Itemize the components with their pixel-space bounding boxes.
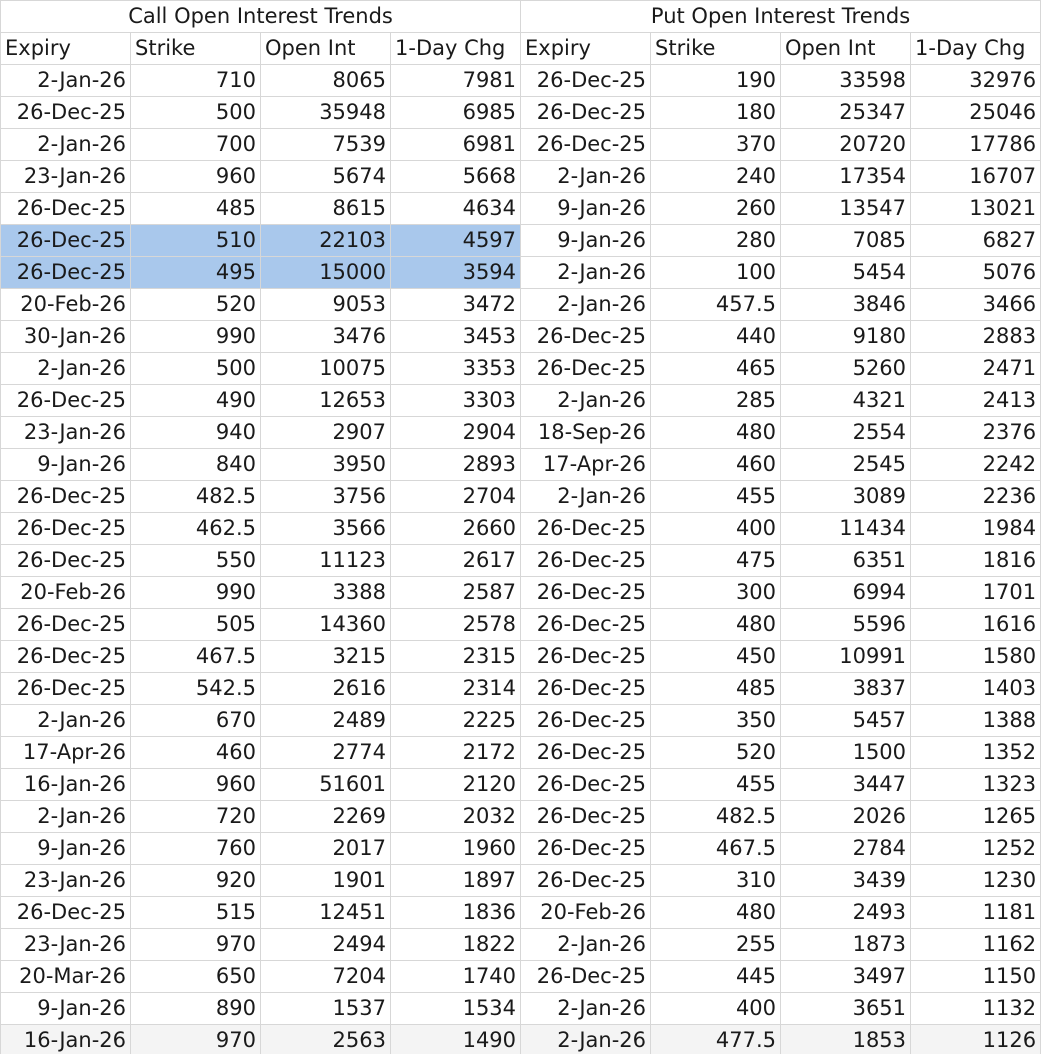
put-cell-expiry[interactable]: 2-Jan-26	[521, 257, 651, 289]
put-cell-1-day-chg[interactable]: 1230	[911, 865, 1041, 897]
table-row	[1, 737, 1041, 769]
put-cell-expiry[interactable]: 26-Dec-25	[521, 737, 651, 769]
call-cell-expiry[interactable]: 9-Jan-26	[1, 449, 131, 481]
put-cell-strike[interactable]: 190	[651, 65, 781, 97]
put-cell-expiry[interactable]: 26-Dec-25	[521, 353, 651, 385]
table-row	[1, 257, 1041, 289]
call-cell-1-day-chg[interactable]: 2617	[391, 545, 521, 577]
put-cell-strike[interactable]: 100	[651, 257, 781, 289]
put-cell-open-int[interactable]: 5454	[781, 257, 911, 289]
put-header-strike[interactable]: Strike	[651, 33, 781, 65]
call-cell-strike[interactable]: 960	[131, 769, 261, 801]
call-cell-1-day-chg[interactable]: 2172	[391, 737, 521, 769]
call-cell-1-day-chg[interactable]: 6985	[391, 97, 521, 129]
put-cell-open-int[interactable]: 2554	[781, 417, 911, 449]
put-cell-strike[interactable]: 310	[651, 865, 781, 897]
table-row	[1, 481, 1041, 513]
call-cell-expiry[interactable]: 26-Dec-25	[1, 545, 131, 577]
put-cell-1-day-chg[interactable]: 1252	[911, 833, 1041, 865]
call-cell-open-int[interactable]: 51601	[261, 769, 391, 801]
put-cell-expiry[interactable]: 26-Dec-25	[521, 577, 651, 609]
table-row	[1, 513, 1041, 545]
call-cell-1-day-chg[interactable]: 7981	[391, 65, 521, 97]
call-cell-expiry[interactable]: 26-Dec-25	[1, 513, 131, 545]
table-row	[1, 129, 1041, 161]
put-cell-1-day-chg[interactable]: 1265	[911, 801, 1041, 833]
call-cell-strike[interactable]: 500	[131, 97, 261, 129]
call-header-open-int[interactable]: Open Int	[261, 33, 391, 65]
call-cell-expiry[interactable]: 26-Dec-25	[1, 481, 131, 513]
put-cell-open-int[interactable]: 5260	[781, 353, 911, 385]
put-cell-expiry[interactable]: 9-Jan-26	[521, 193, 651, 225]
put-cell-strike[interactable]: 280	[651, 225, 781, 257]
header-row	[1, 33, 1041, 65]
put-cell-expiry[interactable]: 26-Dec-25	[521, 321, 651, 353]
call-header-1-day-chg[interactable]: 1-Day Chg	[391, 33, 521, 65]
call-cell-1-day-chg[interactable]: 2660	[391, 513, 521, 545]
call-cell-open-int[interactable]: 3566	[261, 513, 391, 545]
call-table-title[interactable]: Call Open Interest Trends	[1, 1, 521, 33]
put-cell-open-int[interactable]: 3447	[781, 769, 911, 801]
call-cell-open-int[interactable]: 8065	[261, 65, 391, 97]
put-cell-expiry[interactable]: 2-Jan-26	[521, 993, 651, 1025]
call-cell-strike[interactable]: 542.5	[131, 673, 261, 705]
call-cell-strike[interactable]: 467.5	[131, 641, 261, 673]
call-cell-expiry[interactable]: 23-Jan-26	[1, 865, 131, 897]
call-cell-strike[interactable]: 500	[131, 353, 261, 385]
call-cell-open-int[interactable]: 5674	[261, 161, 391, 193]
put-cell-strike[interactable]: 450	[651, 641, 781, 673]
call-cell-expiry[interactable]: 26-Dec-25	[1, 641, 131, 673]
put-cell-1-day-chg[interactable]: 1984	[911, 513, 1041, 545]
call-cell-strike[interactable]: 550	[131, 545, 261, 577]
call-cell-expiry[interactable]: 16-Jan-26	[1, 1025, 131, 1054]
table-row	[1, 289, 1041, 321]
put-cell-1-day-chg[interactable]: 32976	[911, 65, 1041, 97]
table-row	[1, 193, 1041, 225]
call-cell-strike[interactable]: 510	[131, 225, 261, 257]
put-cell-open-int[interactable]: 3837	[781, 673, 911, 705]
call-cell-1-day-chg[interactable]: 1836	[391, 897, 521, 929]
call-cell-expiry[interactable]: 16-Jan-26	[1, 769, 131, 801]
table-row	[1, 961, 1041, 993]
call-cell-strike[interactable]: 505	[131, 609, 261, 641]
put-cell-open-int[interactable]: 3497	[781, 961, 911, 993]
put-cell-expiry[interactable]: 17-Apr-26	[521, 449, 651, 481]
put-cell-open-int[interactable]: 4321	[781, 385, 911, 417]
call-cell-open-int[interactable]: 12653	[261, 385, 391, 417]
table-row	[1, 321, 1041, 353]
call-cell-expiry[interactable]: 26-Dec-25	[1, 257, 131, 289]
put-cell-expiry[interactable]: 9-Jan-26	[521, 225, 651, 257]
put-cell-strike[interactable]: 480	[651, 609, 781, 641]
call-cell-open-int[interactable]: 1537	[261, 993, 391, 1025]
call-cell-expiry[interactable]: 23-Jan-26	[1, 929, 131, 961]
put-cell-expiry[interactable]: 26-Dec-25	[521, 97, 651, 129]
put-cell-open-int[interactable]: 3439	[781, 865, 911, 897]
table-row	[1, 417, 1041, 449]
put-cell-expiry[interactable]: 2-Jan-26	[521, 929, 651, 961]
call-cell-open-int[interactable]: 3215	[261, 641, 391, 673]
call-cell-strike[interactable]: 710	[131, 65, 261, 97]
call-cell-1-day-chg[interactable]: 2904	[391, 417, 521, 449]
put-cell-expiry[interactable]: 26-Dec-25	[521, 865, 651, 897]
put-cell-expiry[interactable]: 2-Jan-26	[521, 385, 651, 417]
put-cell-1-day-chg[interactable]: 1126	[911, 1025, 1041, 1054]
table-row	[1, 705, 1041, 737]
put-cell-open-int[interactable]: 2545	[781, 449, 911, 481]
table-row	[1, 609, 1041, 641]
put-cell-open-int[interactable]: 2784	[781, 833, 911, 865]
call-cell-strike[interactable]: 960	[131, 161, 261, 193]
call-cell-1-day-chg[interactable]: 2315	[391, 641, 521, 673]
call-cell-1-day-chg[interactable]: 2225	[391, 705, 521, 737]
put-cell-1-day-chg[interactable]: 13021	[911, 193, 1041, 225]
call-cell-expiry[interactable]: 26-Dec-25	[1, 193, 131, 225]
call-cell-open-int[interactable]: 2774	[261, 737, 391, 769]
call-cell-expiry[interactable]: 26-Dec-25	[1, 225, 131, 257]
put-cell-strike[interactable]: 480	[651, 417, 781, 449]
call-cell-open-int[interactable]: 2489	[261, 705, 391, 737]
put-cell-strike[interactable]: 460	[651, 449, 781, 481]
table-row	[1, 65, 1041, 97]
table-row	[1, 673, 1041, 705]
call-cell-1-day-chg[interactable]: 1960	[391, 833, 521, 865]
put-cell-expiry[interactable]: 26-Dec-25	[521, 673, 651, 705]
put-cell-expiry[interactable]: 26-Dec-25	[521, 769, 651, 801]
call-cell-expiry[interactable]: 30-Jan-26	[1, 321, 131, 353]
call-cell-strike[interactable]: 970	[131, 1025, 261, 1054]
call-cell-1-day-chg[interactable]: 3594	[391, 257, 521, 289]
call-cell-1-day-chg[interactable]: 2578	[391, 609, 521, 641]
put-cell-open-int[interactable]: 6994	[781, 577, 911, 609]
call-cell-strike[interactable]: 840	[131, 449, 261, 481]
table-row	[1, 865, 1041, 897]
put-cell-open-int[interactable]: 1853	[781, 1025, 911, 1054]
put-cell-open-int[interactable]: 5596	[781, 609, 911, 641]
call-cell-strike[interactable]: 720	[131, 801, 261, 833]
put-cell-expiry[interactable]: 26-Dec-25	[521, 513, 651, 545]
call-cell-strike[interactable]: 462.5	[131, 513, 261, 545]
call-cell-expiry[interactable]: 9-Jan-26	[1, 993, 131, 1025]
put-cell-strike[interactable]: 300	[651, 577, 781, 609]
call-cell-expiry[interactable]: 20-Mar-26	[1, 961, 131, 993]
put-cell-strike[interactable]: 455	[651, 769, 781, 801]
put-cell-open-int[interactable]: 25347	[781, 97, 911, 129]
call-cell-expiry[interactable]: 23-Jan-26	[1, 161, 131, 193]
put-cell-1-day-chg[interactable]: 16707	[911, 161, 1041, 193]
call-cell-1-day-chg[interactable]: 2893	[391, 449, 521, 481]
call-cell-open-int[interactable]: 2616	[261, 673, 391, 705]
call-cell-open-int[interactable]: 7204	[261, 961, 391, 993]
call-cell-expiry[interactable]: 20-Feb-26	[1, 577, 131, 609]
put-cell-expiry[interactable]: 26-Dec-25	[521, 609, 651, 641]
call-cell-strike[interactable]: 460	[131, 737, 261, 769]
call-cell-open-int[interactable]: 12451	[261, 897, 391, 929]
call-cell-1-day-chg[interactable]: 6981	[391, 129, 521, 161]
call-cell-1-day-chg[interactable]: 1534	[391, 993, 521, 1025]
put-cell-strike[interactable]: 260	[651, 193, 781, 225]
call-cell-open-int[interactable]: 2494	[261, 929, 391, 961]
table-row	[1, 801, 1041, 833]
call-cell-strike[interactable]: 970	[131, 929, 261, 961]
put-cell-open-int[interactable]: 7085	[781, 225, 911, 257]
put-cell-strike[interactable]: 400	[651, 993, 781, 1025]
put-cell-strike[interactable]: 480	[651, 897, 781, 929]
call-cell-1-day-chg[interactable]: 3303	[391, 385, 521, 417]
put-cell-strike[interactable]: 485	[651, 673, 781, 705]
put-cell-1-day-chg[interactable]: 2413	[911, 385, 1041, 417]
table-row	[1, 833, 1041, 865]
put-cell-open-int[interactable]: 3651	[781, 993, 911, 1025]
table-row	[1, 1025, 1041, 1054]
put-cell-strike[interactable]: 350	[651, 705, 781, 737]
call-cell-strike[interactable]: 920	[131, 865, 261, 897]
table-row	[1, 897, 1041, 929]
put-cell-open-int[interactable]: 2493	[781, 897, 911, 929]
put-cell-1-day-chg[interactable]: 1616	[911, 609, 1041, 641]
table-row	[1, 449, 1041, 481]
put-cell-expiry[interactable]: 2-Jan-26	[521, 161, 651, 193]
put-cell-expiry[interactable]: 26-Dec-25	[521, 545, 651, 577]
put-header-open-int[interactable]: Open Int	[781, 33, 911, 65]
put-cell-strike[interactable]: 475	[651, 545, 781, 577]
call-cell-open-int[interactable]: 2269	[261, 801, 391, 833]
call-cell-open-int[interactable]: 22103	[261, 225, 391, 257]
put-cell-open-int[interactable]: 2026	[781, 801, 911, 833]
call-cell-expiry[interactable]: 26-Dec-25	[1, 897, 131, 929]
call-cell-open-int[interactable]: 3950	[261, 449, 391, 481]
put-cell-1-day-chg[interactable]: 2236	[911, 481, 1041, 513]
call-cell-strike[interactable]: 515	[131, 897, 261, 929]
put-cell-1-day-chg[interactable]: 1816	[911, 545, 1041, 577]
put-cell-open-int[interactable]: 9180	[781, 321, 911, 353]
call-cell-strike[interactable]: 990	[131, 321, 261, 353]
call-cell-open-int[interactable]: 3476	[261, 321, 391, 353]
call-cell-open-int[interactable]: 15000	[261, 257, 391, 289]
put-cell-strike[interactable]: 400	[651, 513, 781, 545]
put-cell-1-day-chg[interactable]: 3466	[911, 289, 1041, 321]
call-cell-open-int[interactable]: 14360	[261, 609, 391, 641]
put-cell-strike[interactable]: 370	[651, 129, 781, 161]
put-cell-expiry[interactable]: 26-Dec-25	[521, 801, 651, 833]
put-cell-1-day-chg[interactable]: 1580	[911, 641, 1041, 673]
call-cell-1-day-chg[interactable]: 4597	[391, 225, 521, 257]
put-cell-expiry[interactable]: 26-Dec-25	[521, 833, 651, 865]
call-cell-strike[interactable]: 890	[131, 993, 261, 1025]
put-cell-strike[interactable]: 180	[651, 97, 781, 129]
call-header-expiry[interactable]: Expiry	[1, 33, 131, 65]
put-cell-strike[interactable]: 440	[651, 321, 781, 353]
call-cell-strike[interactable]: 940	[131, 417, 261, 449]
put-cell-strike[interactable]: 457.5	[651, 289, 781, 321]
put-cell-open-int[interactable]: 11434	[781, 513, 911, 545]
put-cell-expiry[interactable]: 2-Jan-26	[521, 1025, 651, 1054]
put-cell-expiry[interactable]: 2-Jan-26	[521, 289, 651, 321]
put-cell-expiry[interactable]: 26-Dec-25	[521, 961, 651, 993]
table-row	[1, 161, 1041, 193]
table-row	[1, 769, 1041, 801]
call-cell-open-int[interactable]: 2907	[261, 417, 391, 449]
call-cell-open-int[interactable]: 2563	[261, 1025, 391, 1054]
put-cell-1-day-chg[interactable]: 2883	[911, 321, 1041, 353]
call-cell-strike[interactable]: 700	[131, 129, 261, 161]
put-cell-expiry[interactable]: 26-Dec-25	[521, 129, 651, 161]
table-row	[1, 353, 1041, 385]
put-cell-open-int[interactable]: 5457	[781, 705, 911, 737]
put-cell-strike[interactable]: 477.5	[651, 1025, 781, 1054]
put-cell-open-int[interactable]: 17354	[781, 161, 911, 193]
call-cell-expiry[interactable]: 2-Jan-26	[1, 353, 131, 385]
call-header-strike[interactable]: Strike	[131, 33, 261, 65]
call-cell-expiry[interactable]: 9-Jan-26	[1, 833, 131, 865]
call-cell-strike[interactable]: 760	[131, 833, 261, 865]
call-cell-1-day-chg[interactable]: 2704	[391, 481, 521, 513]
put-cell-1-day-chg[interactable]: 1388	[911, 705, 1041, 737]
put-cell-1-day-chg[interactable]: 2376	[911, 417, 1041, 449]
put-cell-expiry[interactable]: 2-Jan-26	[521, 481, 651, 513]
put-cell-1-day-chg[interactable]: 1132	[911, 993, 1041, 1025]
table-row	[1, 97, 1041, 129]
call-cell-expiry[interactable]: 23-Jan-26	[1, 417, 131, 449]
call-cell-1-day-chg[interactable]: 2587	[391, 577, 521, 609]
call-cell-1-day-chg[interactable]: 1897	[391, 865, 521, 897]
call-cell-1-day-chg[interactable]: 2314	[391, 673, 521, 705]
call-cell-1-day-chg[interactable]: 1740	[391, 961, 521, 993]
put-cell-open-int[interactable]: 13547	[781, 193, 911, 225]
call-cell-1-day-chg[interactable]: 5668	[391, 161, 521, 193]
call-cell-1-day-chg[interactable]: 3453	[391, 321, 521, 353]
table-row	[1, 577, 1041, 609]
call-cell-open-int[interactable]: 2017	[261, 833, 391, 865]
put-cell-open-int[interactable]: 20720	[781, 129, 911, 161]
call-cell-open-int[interactable]: 3756	[261, 481, 391, 513]
call-cell-open-int[interactable]: 8615	[261, 193, 391, 225]
put-cell-1-day-chg[interactable]: 2471	[911, 353, 1041, 385]
put-cell-strike[interactable]: 520	[651, 737, 781, 769]
call-cell-expiry[interactable]: 20-Feb-26	[1, 289, 131, 321]
call-cell-expiry[interactable]: 2-Jan-26	[1, 129, 131, 161]
call-cell-strike[interactable]: 495	[131, 257, 261, 289]
put-cell-strike[interactable]: 482.5	[651, 801, 781, 833]
call-cell-1-day-chg[interactable]: 4634	[391, 193, 521, 225]
put-cell-strike[interactable]: 240	[651, 161, 781, 193]
put-table-title[interactable]: Put Open Interest Trends	[521, 1, 1041, 33]
put-cell-strike[interactable]: 285	[651, 385, 781, 417]
call-cell-expiry[interactable]: 26-Dec-25	[1, 609, 131, 641]
put-cell-1-day-chg[interactable]: 1701	[911, 577, 1041, 609]
table-row	[1, 385, 1041, 417]
put-cell-1-day-chg[interactable]: 6827	[911, 225, 1041, 257]
put-header-expiry[interactable]: Expiry	[521, 33, 651, 65]
call-cell-strike[interactable]: 650	[131, 961, 261, 993]
call-cell-1-day-chg[interactable]: 2032	[391, 801, 521, 833]
call-cell-open-int[interactable]: 9053	[261, 289, 391, 321]
put-cell-expiry[interactable]: 26-Dec-25	[521, 641, 651, 673]
call-cell-open-int[interactable]: 10075	[261, 353, 391, 385]
put-cell-expiry[interactable]: 18-Sep-26	[521, 417, 651, 449]
put-cell-strike[interactable]: 465	[651, 353, 781, 385]
call-cell-expiry[interactable]: 2-Jan-26	[1, 705, 131, 737]
call-cell-expiry[interactable]: 26-Dec-25	[1, 97, 131, 129]
call-cell-expiry[interactable]: 26-Dec-25	[1, 673, 131, 705]
call-cell-1-day-chg[interactable]: 3353	[391, 353, 521, 385]
call-cell-expiry[interactable]: 2-Jan-26	[1, 801, 131, 833]
put-cell-expiry[interactable]: 26-Dec-25	[521, 705, 651, 737]
call-cell-expiry[interactable]: 17-Apr-26	[1, 737, 131, 769]
call-cell-expiry[interactable]: 26-Dec-25	[1, 385, 131, 417]
call-cell-1-day-chg[interactable]: 1490	[391, 1025, 521, 1054]
put-cell-open-int[interactable]: 3846	[781, 289, 911, 321]
put-cell-open-int[interactable]: 6351	[781, 545, 911, 577]
put-cell-1-day-chg[interactable]: 25046	[911, 97, 1041, 129]
call-cell-1-day-chg[interactable]: 2120	[391, 769, 521, 801]
call-cell-expiry[interactable]: 2-Jan-26	[1, 65, 131, 97]
call-cell-strike[interactable]: 485	[131, 193, 261, 225]
call-cell-strike[interactable]: 482.5	[131, 481, 261, 513]
call-cell-1-day-chg[interactable]: 3472	[391, 289, 521, 321]
put-cell-1-day-chg[interactable]: 17786	[911, 129, 1041, 161]
put-cell-open-int[interactable]: 1873	[781, 929, 911, 961]
table-row	[1, 545, 1041, 577]
call-cell-open-int[interactable]: 35948	[261, 97, 391, 129]
put-cell-1-day-chg[interactable]: 1150	[911, 961, 1041, 993]
put-cell-strike[interactable]: 255	[651, 929, 781, 961]
put-cell-strike[interactable]: 467.5	[651, 833, 781, 865]
put-cell-1-day-chg[interactable]: 2242	[911, 449, 1041, 481]
put-cell-1-day-chg[interactable]: 1162	[911, 929, 1041, 961]
put-cell-open-int[interactable]: 33598	[781, 65, 911, 97]
title-row	[1, 1, 1041, 33]
put-cell-1-day-chg[interactable]: 1403	[911, 673, 1041, 705]
call-cell-open-int[interactable]: 1901	[261, 865, 391, 897]
table-row	[1, 641, 1041, 673]
put-cell-expiry[interactable]: 26-Dec-25	[521, 65, 651, 97]
call-cell-strike[interactable]: 990	[131, 577, 261, 609]
put-cell-1-day-chg[interactable]: 1352	[911, 737, 1041, 769]
call-cell-strike[interactable]: 520	[131, 289, 261, 321]
call-cell-open-int[interactable]: 11123	[261, 545, 391, 577]
put-cell-open-int[interactable]: 1500	[781, 737, 911, 769]
call-cell-strike[interactable]: 670	[131, 705, 261, 737]
put-cell-expiry[interactable]: 20-Feb-26	[521, 897, 651, 929]
put-cell-1-day-chg[interactable]: 1181	[911, 897, 1041, 929]
call-cell-open-int[interactable]: 7539	[261, 129, 391, 161]
put-cell-1-day-chg[interactable]: 5076	[911, 257, 1041, 289]
put-cell-open-int[interactable]: 3089	[781, 481, 911, 513]
put-cell-strike[interactable]: 445	[651, 961, 781, 993]
call-cell-1-day-chg[interactable]: 1822	[391, 929, 521, 961]
put-header-1-day-chg[interactable]: 1-Day Chg	[911, 33, 1041, 65]
put-cell-1-day-chg[interactable]: 1323	[911, 769, 1041, 801]
call-cell-open-int[interactable]: 3388	[261, 577, 391, 609]
table-row	[1, 993, 1041, 1025]
put-cell-open-int[interactable]: 10991	[781, 641, 911, 673]
put-cell-strike[interactable]: 455	[651, 481, 781, 513]
call-cell-strike[interactable]: 490	[131, 385, 261, 417]
grid-body	[1, 1, 1041, 1054]
table-row	[1, 225, 1041, 257]
table-row	[1, 929, 1041, 961]
